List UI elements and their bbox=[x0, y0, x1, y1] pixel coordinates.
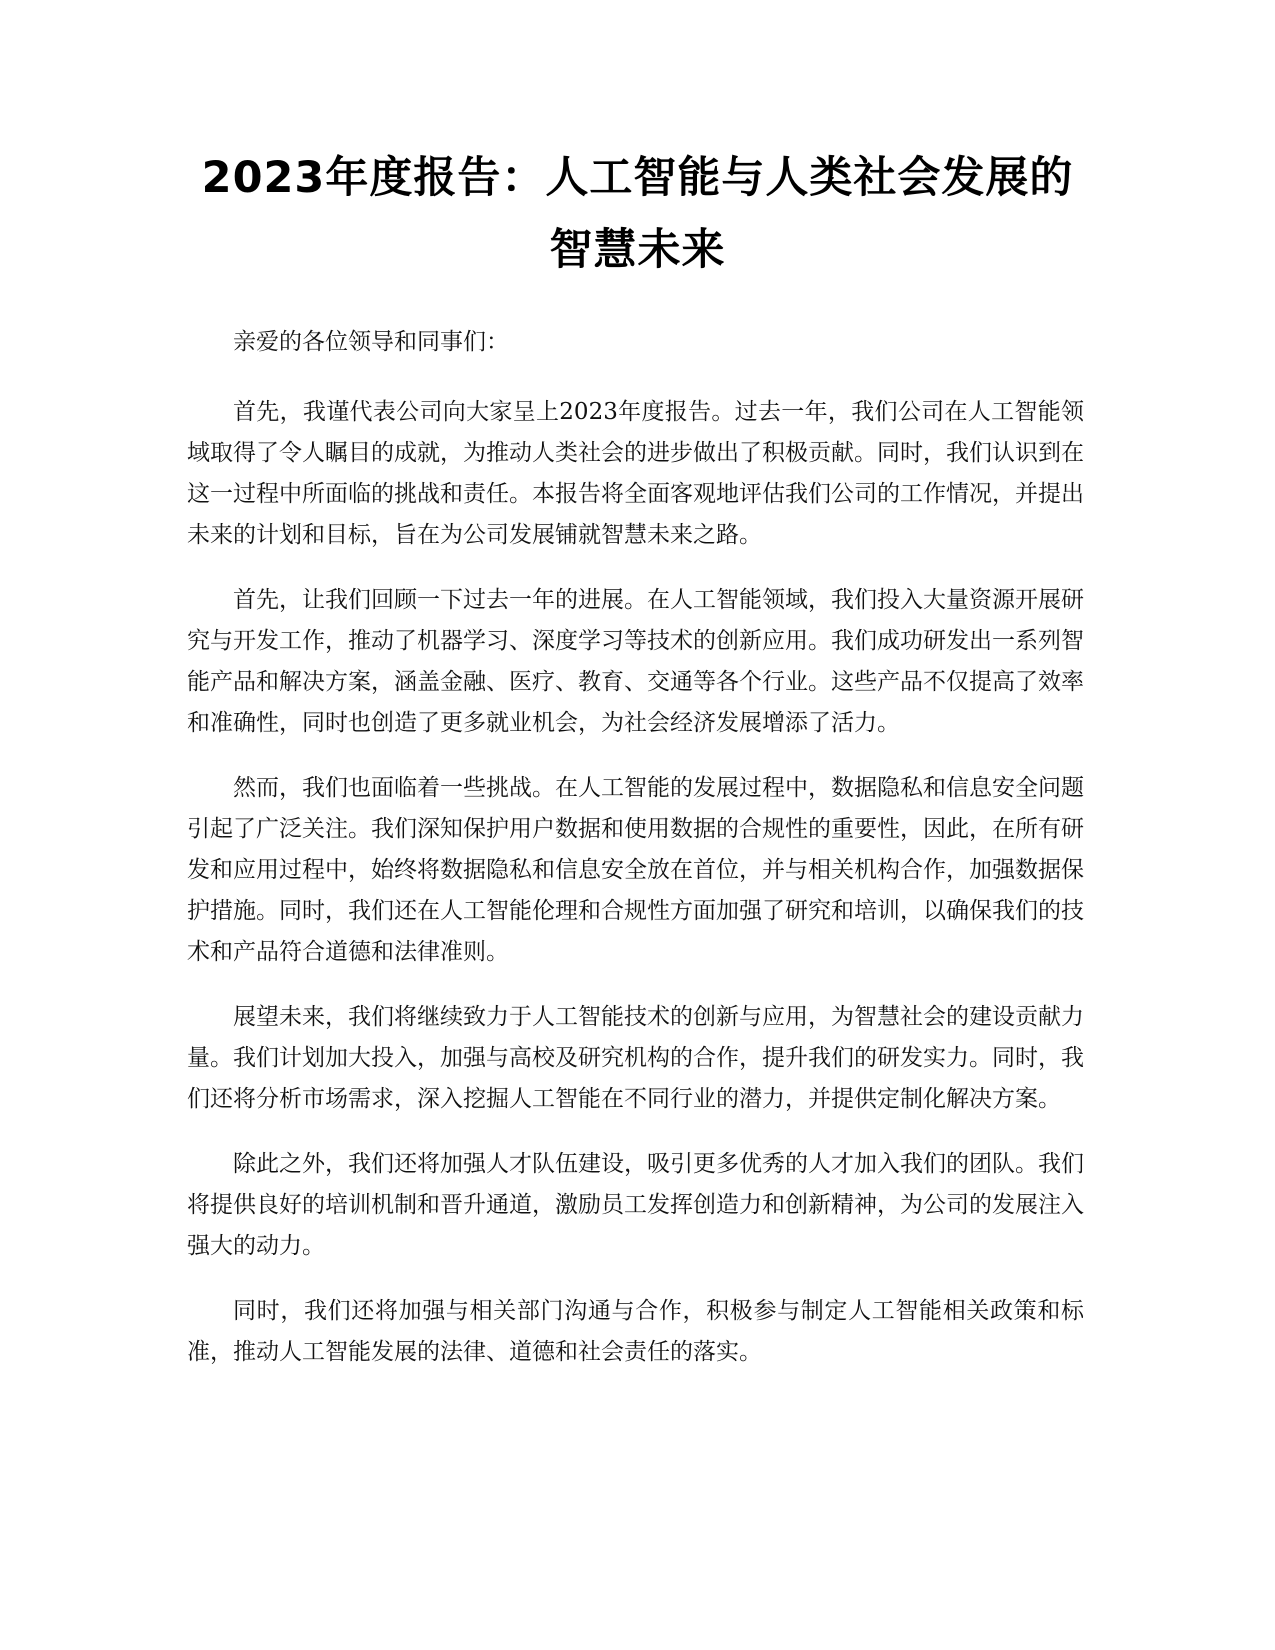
document-body bbox=[187, 322, 1084, 1397]
document-title bbox=[150, 142, 1125, 286]
title-line-1: 2023年度报告：人工智能与人类社会发展的 bbox=[201, 153, 1074, 203]
body-paragraph-4: 展望未来，我们将继续致力于人工智能技术的创新与应用，为智慧社会的建设贡献力量。我们计划加大投入，加强与高校及研究机构的合作，提升我们的研发实力。同时，我们还将分析市场需求，深入挖掘人工智能在不同行业的潜力，并提供定制化解决方案。 bbox=[187, 1004, 1084, 1112]
greeting-paragraph: 亲爱的各位领导和同事们： bbox=[233, 329, 509, 355]
title-line-2: 智慧未来 bbox=[549, 225, 726, 275]
body-paragraph-3: 然而，我们也面临着一些挑战。在人工智能的发展过程中，数据隐私和信息安全问题引起了广泛关注。我们深知保护用户数据和使用数据的合规性的重要性，因此，在所有研发和应用过程中，始终将数据隐私和信息安全放在首位，并与相关机构合作，加强数据保护措施。同时，我们还在人工智能伦理和合规性方面加强了研究和培训，以确保我们的技术和产品符合道德和法律准则。 bbox=[187, 775, 1084, 965]
body-paragraph-1: 首先，我谨代表公司向大家呈上2023年度报告。过去一年，我们公司在人工智能领域取得了令人瞩目的成就，为推动人类社会的进步做出了积极贡献。同时，我们认识到在这一过程中所面临的挑战和责任。本报告将全面客观地评估我们公司的工作情况，并提出未来的计划和目标，旨在为公司发展铺就智慧未来之路。 bbox=[187, 399, 1084, 548]
body-paragraph-5: 除此之外，我们还将加强人才队伍建设，吸引更多优秀的人才加入我们的团队。我们将提供良好的培训机制和晋升通道，激励员工发挥创造力和创新精神，为公司的发展注入强大的动力。 bbox=[187, 1151, 1084, 1259]
body-paragraph-2: 首先，让我们回顾一下过去一年的进展。在人工智能领域，我们投入大量资源开展研究与开发工作，推动了机器学习、深度学习等技术的创新应用。我们成功研发出一系列智能产品和解决方案，涵盖金融、医疗、教育、交通等各个行业。这些产品不仅提高了效率和准确性，同时也创造了更多就业机会，为社会经济发展增添了活力。 bbox=[187, 587, 1084, 736]
body-paragraph-6: 同时，我们还将加强与相关部门沟通与合作，积极参与制定人工智能相关政策和标准，推动人工智能发展的法律、道德和社会责任的落实。 bbox=[187, 1298, 1084, 1365]
